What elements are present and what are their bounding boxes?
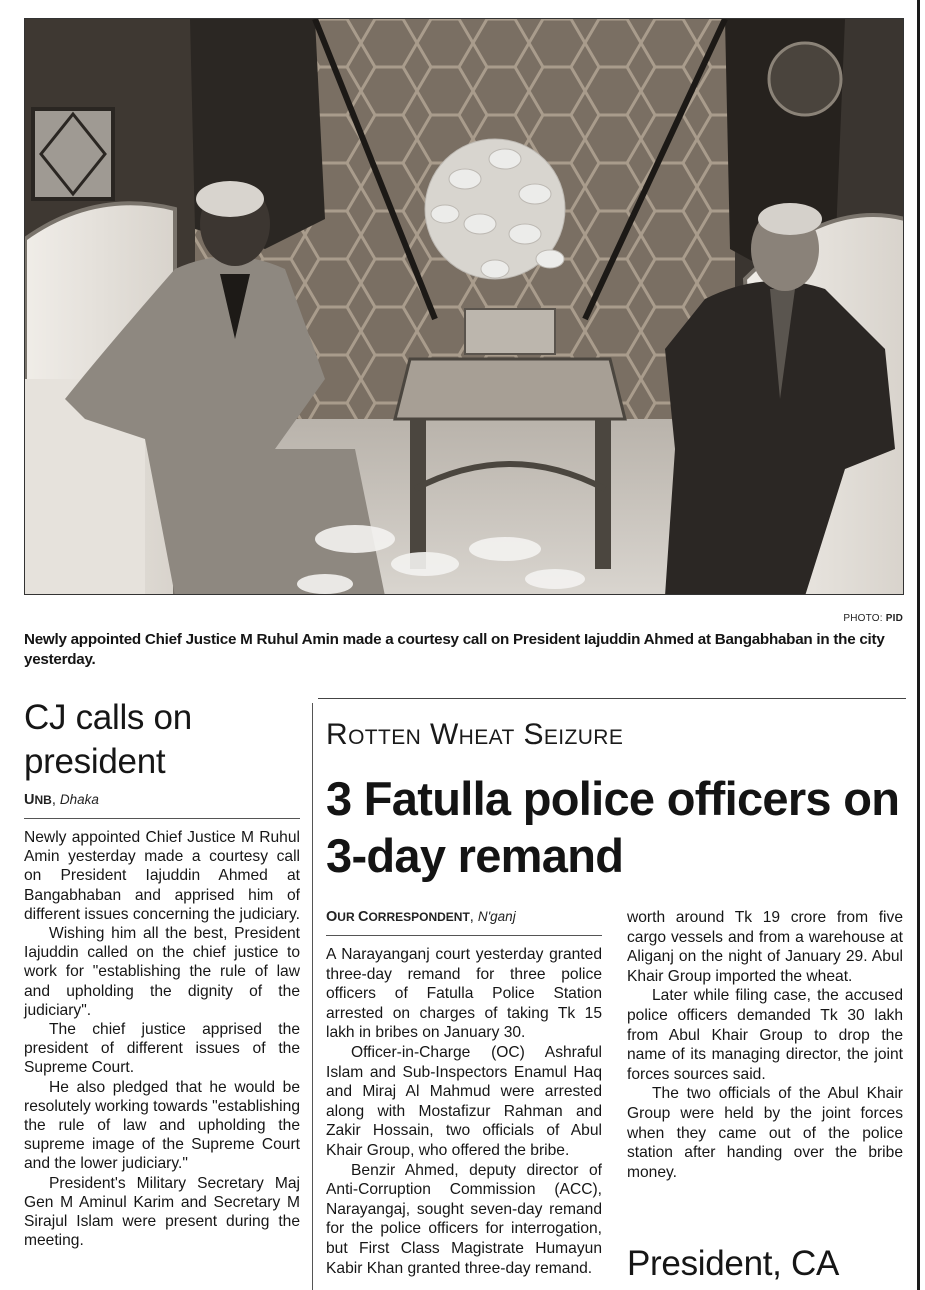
cj-byline-rule	[24, 818, 300, 819]
photo-caption: Newly appointed Chief Justice M Ruhul Amin made a courtesy call on President Iajuddin Ahmed at Bangabhaban in the city yesterday.	[24, 631, 885, 668]
cj-body	[24, 828, 300, 1250]
news-photo	[24, 18, 904, 595]
cj-paragraph: Wishing him all the best, President Iajuddin called on the chief justice to work for "establishing the rule of law and upholding the dignity of the judiciary".	[24, 925, 300, 1019]
photo-credit-source: PID	[885, 613, 903, 624]
wheat-paragraph: Officer-in-Charge (OC) Ashraful Islam and Sub-Inspectors Enamul Haq and Miraj Al Mahmud were arrested along with Mostafizur Rahman and Zakir Hossain, two officials of Abul Khair Group, who offered the bribe.	[326, 1043, 602, 1159]
wheat-paragraph: worth around Tk 19 crore from five cargo vessels and from a warehouse at Aliganj on the night of January 29. Abul Khair Group imported the wheat.	[627, 909, 903, 985]
cj-paragraph: He also pledged that he would be resolutely working towards "establishing the rule of law and upholding the supreme image of the Supreme Court and the lower judiciary."	[24, 1078, 300, 1173]
wheat-paragraph: Benzir Ahmed, deputy director of Anti-Corruption Commission (ACC), Narayangaj, sought seven-day remand for the police officers for interrogation, but First Class Magistrate Humayun Kabir Khan granted three-day remand.	[326, 1161, 602, 1277]
cj-paragraph: Newly appointed Chief Justice M Ruhul Amin yesterday made a courtesy call on President Iajuddin Ahmed at Bangabhaban and apprised him of different issues concerning the judiciary.	[24, 829, 300, 923]
cj-paragraph: The chief justice apprised the president of different issues of the Supreme Court.	[24, 1021, 300, 1077]
cj-byline: UNB, Dhaka	[24, 792, 99, 808]
page-edge-rule	[917, 0, 920, 1290]
column-divider	[312, 703, 313, 1290]
next-story-headline: President, CA	[627, 1244, 840, 1283]
wheat-paragraph: The two officials of the Abul Khair Group were held by the joint forces when they came out of the police station after handing over the bribe money.	[627, 1085, 903, 1181]
cj-paragraph: President's Military Secretary Maj Gen M Aminul Karim and Secretary M Sirajul Islam were present during the meeting.	[24, 1174, 300, 1250]
wheat-byline: OUR CORRESPONDENT, N'ganj	[326, 909, 516, 925]
wheat-paragraph: A Narayanganj court yesterday granted three-day remand for three police officers of Fatulla Police Station arrested on charges of taking Tk 15 lakh in bribes on January 30.	[326, 946, 602, 1042]
wheat-column-1	[326, 945, 602, 1290]
photo-credit: PHOTO: PID	[843, 613, 903, 624]
wheat-kicker: Rotten Wheat Seizure	[326, 718, 624, 751]
section-top-rule	[318, 698, 906, 699]
wheat-column-2	[627, 908, 903, 1182]
wheat-paragraph: Later while filing case, the accused police officers demanded Tk 30 lakh from Abul Khair Group to drop the name of its managing director, the joint forces sources said.	[627, 987, 903, 1083]
wheat-byline-rule	[326, 935, 602, 936]
cj-headline: CJ calls on president	[24, 698, 192, 781]
wheat-headline: 3 Fatulla police officers on 3-day remand	[326, 772, 900, 882]
